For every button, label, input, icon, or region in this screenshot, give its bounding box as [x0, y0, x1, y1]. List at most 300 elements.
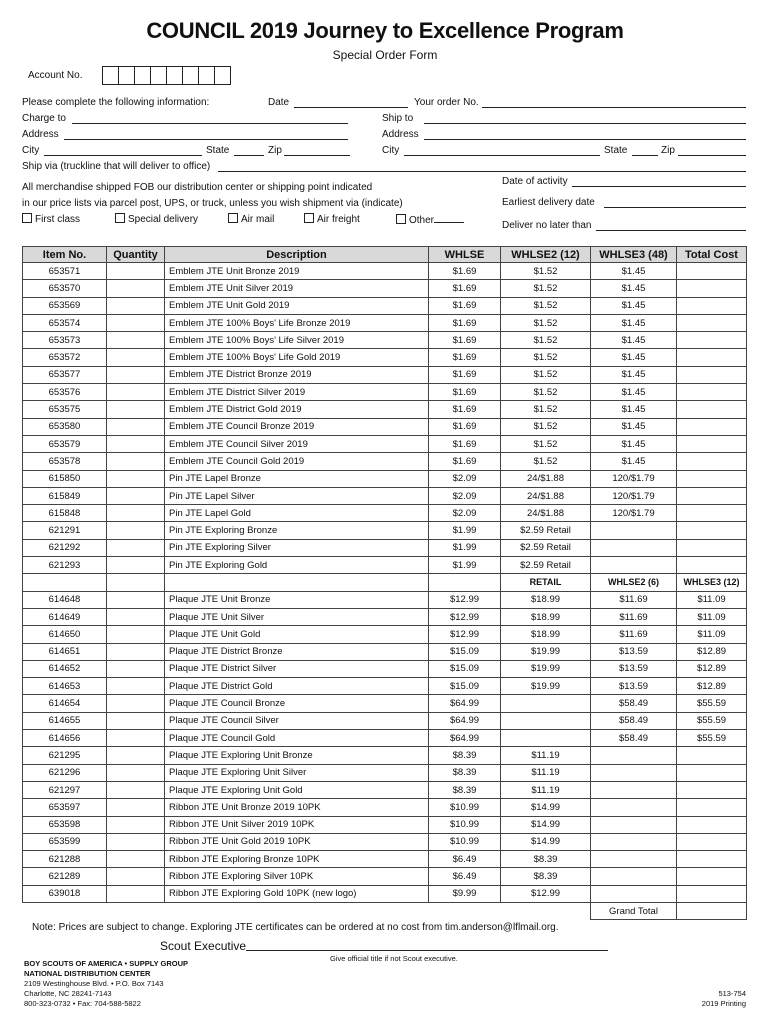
- ship-via-field[interactable]: [218, 160, 746, 172]
- table-row: [23, 384, 747, 401]
- table-row: [23, 816, 747, 833]
- whlse2-cell: $1.52: [501, 314, 591, 331]
- whlse2-cell: $2.59 Retail: [501, 539, 591, 556]
- item-no-cell: 615850: [23, 470, 107, 487]
- whlse3-cell: [591, 781, 677, 798]
- table-row: [23, 557, 747, 574]
- description-cell: Emblem JTE Unit Silver 2019: [165, 280, 429, 297]
- shipping-option-air-freight[interactable]: Air freight: [304, 213, 360, 225]
- total-cost-cell[interactable]: [677, 332, 747, 349]
- shipping-option-other[interactable]: Other: [396, 213, 464, 226]
- total-cost-cell[interactable]: [677, 505, 747, 522]
- whlse3-cell: [591, 557, 677, 574]
- whlse3-cell: [591, 522, 677, 539]
- total-cost-cell[interactable]: [677, 885, 747, 902]
- quantity-cell[interactable]: [107, 401, 165, 418]
- description-cell: Ribbon JTE Unit Gold 2019 10PK: [165, 833, 429, 850]
- total-cost-cell[interactable]: $11.09: [677, 591, 747, 608]
- quantity-cell[interactable]: [107, 418, 165, 435]
- total-cost-cell[interactable]: [677, 781, 747, 798]
- total-cost-cell[interactable]: [677, 280, 747, 297]
- address-field[interactable]: [64, 128, 348, 140]
- total-cost-cell[interactable]: [677, 833, 747, 850]
- whlse3-cell: [591, 833, 677, 850]
- table-row: [23, 730, 747, 747]
- total-cost-cell[interactable]: $11.09: [677, 626, 747, 643]
- description-cell: Ribbon JTE Exploring Silver 10PK: [165, 868, 429, 885]
- whlse-cell: $6.49: [429, 851, 501, 868]
- description-cell: Plaque JTE Council Gold: [165, 730, 429, 747]
- total-cost-cell[interactable]: WHLSE3 (12): [677, 574, 747, 591]
- city-field[interactable]: [44, 144, 202, 156]
- table-row: [23, 678, 747, 695]
- total-cost-cell[interactable]: [677, 557, 747, 574]
- total-cost-cell[interactable]: [677, 487, 747, 504]
- whlse-cell: $1.99: [429, 557, 501, 574]
- ship-city-field[interactable]: [404, 144, 600, 156]
- whlse2-cell: [501, 712, 591, 729]
- whlse-cell: $64.99: [429, 712, 501, 729]
- description-cell: Ribbon JTE Unit Bronze 2019 10PK: [165, 799, 429, 816]
- item-no-cell: 653571: [23, 263, 107, 280]
- total-cost-cell[interactable]: [677, 401, 747, 418]
- whlse3-cell: $1.45: [591, 280, 677, 297]
- total-cost-cell[interactable]: $12.89: [677, 660, 747, 677]
- ship-address-label: Address: [382, 129, 419, 140]
- whlse3-cell: $1.45: [591, 384, 677, 401]
- whlse-cell: $64.99: [429, 695, 501, 712]
- table-row: [23, 626, 747, 643]
- item-no-cell: 621289: [23, 868, 107, 885]
- shipping-option-special-delivery[interactable]: Special delivery: [115, 213, 198, 225]
- table-row: [23, 470, 747, 487]
- whlse-cell: $10.99: [429, 799, 501, 816]
- checkbox-icon[interactable]: [396, 214, 406, 224]
- quantity-cell[interactable]: [107, 487, 165, 504]
- description-cell: Plaque JTE District Silver: [165, 660, 429, 677]
- shipping-option-air-mail[interactable]: Air mail: [228, 213, 274, 225]
- description-cell: Emblem JTE District Gold 2019: [165, 401, 429, 418]
- date-of-activity-label: Date of activity: [502, 176, 568, 187]
- quantity-cell[interactable]: [107, 280, 165, 297]
- total-cost-cell[interactable]: [677, 263, 747, 280]
- total-cost-cell[interactable]: [677, 799, 747, 816]
- quantity-cell[interactable]: [107, 453, 165, 470]
- quantity-cell[interactable]: [107, 332, 165, 349]
- whlse2-cell: $19.99: [501, 678, 591, 695]
- table-row: [23, 332, 747, 349]
- page-subtitle: Special Order Form: [332, 48, 438, 62]
- org-phone: 800-323-0732 • Fax: 704-588-5822: [24, 999, 141, 1008]
- quantity-cell[interactable]: [107, 314, 165, 331]
- item-no-cell: 653599: [23, 833, 107, 850]
- checkbox-icon[interactable]: [115, 213, 125, 223]
- whlse2-cell: $1.52: [501, 366, 591, 383]
- instruction-text: Please complete the following information:: [22, 97, 210, 108]
- whlse3-cell: $13.59: [591, 678, 677, 695]
- quantity-cell[interactable]: [107, 885, 165, 902]
- description-cell: Plaque JTE Unit Gold: [165, 626, 429, 643]
- account-label: Account No.: [28, 70, 83, 81]
- whlse2-cell: $11.19: [501, 781, 591, 798]
- total-cost-cell[interactable]: [677, 470, 747, 487]
- whlse-cell: $8.39: [429, 781, 501, 798]
- whlse2-cell: $1.52: [501, 384, 591, 401]
- description-cell: Emblem JTE Council Bronze 2019: [165, 418, 429, 435]
- whlse-cell: $12.99: [429, 626, 501, 643]
- whlse-cell: $1.69: [429, 401, 501, 418]
- whlse2-cell: $1.52: [501, 263, 591, 280]
- org-address-1: 2109 Westinghouse Blvd. • P.O. Box 7143: [24, 979, 164, 988]
- item-no-cell: 615849: [23, 487, 107, 504]
- col-whlse: WHLSE: [429, 247, 501, 263]
- page-title: COUNCIL 2019 Journey to Excellence Program: [146, 18, 624, 43]
- whlse-cell: $1.69: [429, 314, 501, 331]
- quantity-cell[interactable]: [107, 349, 165, 366]
- state-field[interactable]: [234, 144, 264, 156]
- quantity-cell[interactable]: [107, 764, 165, 781]
- whlse2-cell: $18.99: [501, 626, 591, 643]
- quantity-cell[interactable]: [107, 712, 165, 729]
- whlse2-cell: $1.52: [501, 280, 591, 297]
- quantity-cell[interactable]: [107, 730, 165, 747]
- whlse2-cell: $12.99: [501, 885, 591, 902]
- description-cell: Plaque JTE District Bronze: [165, 643, 429, 660]
- date-of-activity-field[interactable]: [572, 175, 746, 187]
- quantity-cell[interactable]: [107, 608, 165, 625]
- item-no-cell: 653569: [23, 297, 107, 314]
- total-cost-cell[interactable]: [677, 868, 747, 885]
- org-line-2: NATIONAL DISTRIBUTION CENTER: [24, 969, 151, 978]
- whlse2-cell: RETAIL: [501, 574, 591, 591]
- whlse-cell: $15.09: [429, 643, 501, 660]
- whlse-cell: $1.99: [429, 522, 501, 539]
- item-no-cell: 614654: [23, 695, 107, 712]
- table-row: [23, 608, 747, 625]
- description-cell: Ribbon JTE Exploring Bronze 10PK: [165, 851, 429, 868]
- whlse2-cell: 24/$1.88: [501, 487, 591, 504]
- your-order-label: Your order No.: [414, 97, 479, 108]
- item-no-cell: 653574: [23, 314, 107, 331]
- quantity-cell[interactable]: [107, 678, 165, 695]
- quantity-cell[interactable]: [107, 384, 165, 401]
- quantity-cell[interactable]: [107, 626, 165, 643]
- quantity-cell[interactable]: [107, 470, 165, 487]
- whlse-cell: $1.69: [429, 418, 501, 435]
- table-row: [23, 297, 747, 314]
- whlse3-cell: $11.69: [591, 591, 677, 608]
- quantity-cell[interactable]: [107, 557, 165, 574]
- table-row: [23, 885, 747, 902]
- quantity-cell[interactable]: [107, 505, 165, 522]
- whlse2-cell: $8.39: [501, 868, 591, 885]
- col-total-cost: Total Cost: [677, 247, 747, 263]
- whlse2-cell: 24/$1.88: [501, 505, 591, 522]
- ship-address-field[interactable]: [424, 128, 746, 140]
- ship-via-label: Ship via (truckline that will deliver to office): [22, 161, 211, 172]
- price-note: Note: Prices are subject to change. Exploring JTE certificates can be ordered at no cost from tim.anderson@lflmail.org.: [32, 922, 559, 933]
- whlse3-cell: [591, 764, 677, 781]
- total-cost-cell[interactable]: [677, 297, 747, 314]
- total-cost-cell[interactable]: [677, 851, 747, 868]
- quantity-cell[interactable]: [107, 695, 165, 712]
- fob-line-2: in our price lists via parcel post, UPS, or truck, unless you wish shipment via (indicate): [22, 198, 403, 209]
- quantity-cell[interactable]: [107, 851, 165, 868]
- whlse2-cell: $1.52: [501, 435, 591, 452]
- form-number: 513-754: [718, 989, 746, 998]
- whlse-cell: $12.99: [429, 608, 501, 625]
- description-cell: Pin JTE Lapel Silver: [165, 487, 429, 504]
- quantity-cell[interactable]: [107, 799, 165, 816]
- col-item-no: Item No.: [23, 247, 107, 263]
- whlse3-cell: $58.49: [591, 730, 677, 747]
- description-cell: Emblem JTE District Silver 2019: [165, 384, 429, 401]
- org-address-2: Charlotte, NC 28241-7143: [24, 989, 112, 998]
- earliest-delivery-label: Earliest delivery date: [502, 197, 595, 208]
- earliest-delivery-field[interactable]: [604, 196, 746, 208]
- total-cost-cell[interactable]: [677, 349, 747, 366]
- item-no-cell: 621297: [23, 781, 107, 798]
- item-no-cell: 621293: [23, 557, 107, 574]
- description-cell: Pin JTE Exploring Gold: [165, 557, 429, 574]
- whlse3-cell: $11.69: [591, 626, 677, 643]
- whlse2-cell: $18.99: [501, 608, 591, 625]
- whlse2-cell: $1.52: [501, 297, 591, 314]
- official-title-note: Give official title if not Scout executive.: [330, 954, 458, 963]
- quantity-cell[interactable]: [107, 781, 165, 798]
- quantity-cell[interactable]: [107, 539, 165, 556]
- description-cell: Emblem JTE 100% Boys' Life Gold 2019: [165, 349, 429, 366]
- whlse3-cell: $1.45: [591, 297, 677, 314]
- total-cost-cell[interactable]: $12.89: [677, 643, 747, 660]
- checkbox-icon[interactable]: [228, 213, 238, 223]
- whlse-cell: $12.99: [429, 591, 501, 608]
- table-row: [23, 781, 747, 798]
- whlse3-cell: [591, 885, 677, 902]
- zip-field[interactable]: [284, 144, 350, 156]
- whlse-cell: $2.09: [429, 505, 501, 522]
- item-no-cell: 614649: [23, 608, 107, 625]
- zip-label: Zip: [268, 145, 282, 156]
- total-cost-cell[interactable]: [677, 418, 747, 435]
- whlse3-cell: $1.45: [591, 349, 677, 366]
- whlse-cell: $6.49: [429, 868, 501, 885]
- total-cost-cell[interactable]: $55.59: [677, 730, 747, 747]
- quantity-cell[interactable]: [107, 660, 165, 677]
- table-row: [23, 868, 747, 885]
- table-row: [23, 747, 747, 764]
- table-row: [23, 263, 747, 280]
- whlse3-cell: $1.45: [591, 453, 677, 470]
- whlse2-cell: [501, 730, 591, 747]
- whlse-cell: $1.69: [429, 280, 501, 297]
- col-whlse3: WHLSE3 (48): [591, 247, 677, 263]
- item-no-cell: 621291: [23, 522, 107, 539]
- scout-executive-field[interactable]: [246, 939, 608, 951]
- whlse-cell: $8.39: [429, 747, 501, 764]
- ship-city-label: City: [382, 145, 400, 156]
- whlse-cell: $1.69: [429, 366, 501, 383]
- description-cell: Emblem JTE Unit Bronze 2019: [165, 263, 429, 280]
- whlse-cell: $10.99: [429, 816, 501, 833]
- whlse3-cell: $1.45: [591, 263, 677, 280]
- whlse2-cell: $8.39: [501, 851, 591, 868]
- ship-to-label: Ship to: [382, 113, 414, 124]
- whlse-cell: $15.09: [429, 678, 501, 695]
- whlse3-cell: $1.45: [591, 366, 677, 383]
- total-cost-cell[interactable]: $55.59: [677, 712, 747, 729]
- description-cell: Plaque JTE Exploring Unit Gold: [165, 781, 429, 798]
- printing-year: 2019 Printing: [701, 999, 746, 1008]
- whlse2-cell: $19.99: [501, 660, 591, 677]
- description-cell: Plaque JTE Unit Bronze: [165, 591, 429, 608]
- quantity-cell[interactable]: [107, 868, 165, 885]
- charge-to-field[interactable]: [72, 112, 348, 124]
- whlse-cell: $1.69: [429, 349, 501, 366]
- description-cell: Plaque JTE Council Silver: [165, 712, 429, 729]
- quantity-cell[interactable]: [107, 297, 165, 314]
- whlse-cell: $2.09: [429, 470, 501, 487]
- whlse3-cell: [591, 868, 677, 885]
- table-row: [23, 833, 747, 850]
- total-cost-cell[interactable]: $12.89: [677, 678, 747, 695]
- date-label: Date: [268, 97, 290, 108]
- whlse2-cell: $1.52: [501, 349, 591, 366]
- order-table: [22, 246, 747, 920]
- whlse2-cell: 24/$1.88: [501, 470, 591, 487]
- total-cost-cell[interactable]: [677, 366, 747, 383]
- quantity-cell[interactable]: [107, 435, 165, 452]
- whlse2-cell: $11.19: [501, 747, 591, 764]
- deliver-no-later-label: Deliver no later than: [502, 220, 592, 231]
- quantity-cell[interactable]: [107, 263, 165, 280]
- total-cost-cell[interactable]: $11.09: [677, 608, 747, 625]
- table-row: [23, 574, 747, 591]
- ship-zip-label: Zip: [661, 145, 675, 156]
- quantity-cell[interactable]: [107, 366, 165, 383]
- description-cell: Emblem JTE Council Silver 2019: [165, 435, 429, 452]
- whlse2-cell: $14.99: [501, 816, 591, 833]
- quantity-cell[interactable]: [107, 574, 165, 591]
- table-row: [23, 349, 747, 366]
- city-label: City: [22, 145, 40, 156]
- state-label: State: [206, 145, 230, 156]
- quantity-cell[interactable]: [107, 522, 165, 539]
- item-no-cell: 653570: [23, 280, 107, 297]
- total-cost-cell[interactable]: [677, 314, 747, 331]
- item-no-cell: 653576: [23, 384, 107, 401]
- quantity-cell[interactable]: [107, 643, 165, 660]
- whlse2-cell: $14.99: [501, 833, 591, 850]
- whlse3-cell: $58.49: [591, 695, 677, 712]
- whlse-cell: [429, 574, 501, 591]
- description-cell: Plaque JTE Unit Silver: [165, 608, 429, 625]
- deliver-no-later-field[interactable]: [596, 219, 746, 231]
- whlse-cell: $1.69: [429, 453, 501, 470]
- table-row: [23, 643, 747, 660]
- description-cell: Pin JTE Exploring Silver: [165, 539, 429, 556]
- item-no-cell: 615848: [23, 505, 107, 522]
- total-cost-cell[interactable]: [677, 764, 747, 781]
- quantity-cell[interactable]: [107, 747, 165, 764]
- quantity-cell[interactable]: [107, 816, 165, 833]
- total-cost-cell[interactable]: [677, 384, 747, 401]
- item-no-cell: 621288: [23, 851, 107, 868]
- item-no-cell: 614651: [23, 643, 107, 660]
- ship-zip-field[interactable]: [678, 144, 746, 156]
- whlse3-cell: [591, 851, 677, 868]
- item-no-cell: 614650: [23, 626, 107, 643]
- item-no-cell: 621295: [23, 747, 107, 764]
- whlse-cell: $1.69: [429, 435, 501, 452]
- item-no-cell: 653579: [23, 435, 107, 452]
- description-cell: Plaque JTE Exploring Unit Bronze: [165, 747, 429, 764]
- whlse-cell: $1.69: [429, 297, 501, 314]
- charge-to-label: Charge to: [22, 113, 66, 124]
- date-field[interactable]: [294, 96, 408, 108]
- checkbox-icon[interactable]: [22, 213, 32, 223]
- total-cost-cell[interactable]: [677, 435, 747, 452]
- table-row: [23, 487, 747, 504]
- whlse-cell: $9.99: [429, 885, 501, 902]
- shipping-option-first-class[interactable]: First class: [22, 213, 80, 225]
- whlse-cell: $8.39: [429, 764, 501, 781]
- whlse3-cell: 120/$1.79: [591, 505, 677, 522]
- description-cell: Emblem JTE 100% Boys' Life Silver 2019: [165, 332, 429, 349]
- description-cell: Emblem JTE Council Gold 2019: [165, 453, 429, 470]
- whlse3-cell: WHLSE2 (6): [591, 574, 677, 591]
- whlse3-cell: 120/$1.79: [591, 470, 677, 487]
- whlse3-cell: [591, 816, 677, 833]
- table-row: [23, 418, 747, 435]
- whlse-cell: $1.69: [429, 332, 501, 349]
- whlse2-cell: $1.52: [501, 332, 591, 349]
- item-no-cell: 653580: [23, 418, 107, 435]
- table-row: [23, 591, 747, 608]
- whlse2-cell: $11.19: [501, 764, 591, 781]
- description-cell: Pin JTE Lapel Gold: [165, 505, 429, 522]
- total-cost-cell[interactable]: [677, 453, 747, 470]
- grand-total-field[interactable]: [677, 902, 747, 919]
- item-no-cell: 653578: [23, 453, 107, 470]
- description-cell: [165, 574, 429, 591]
- total-cost-cell[interactable]: [677, 522, 747, 539]
- checkbox-icon[interactable]: [304, 213, 314, 223]
- order-number-field[interactable]: [482, 96, 746, 108]
- quantity-cell[interactable]: [107, 591, 165, 608]
- item-no-cell: 653575: [23, 401, 107, 418]
- whlse2-cell: $1.52: [501, 418, 591, 435]
- quantity-cell[interactable]: [107, 833, 165, 850]
- table-row: [23, 435, 747, 452]
- table-row: [23, 660, 747, 677]
- total-cost-cell[interactable]: [677, 539, 747, 556]
- item-no-cell: 653598: [23, 816, 107, 833]
- total-cost-cell[interactable]: [677, 816, 747, 833]
- description-cell: Pin JTE Lapel Bronze: [165, 470, 429, 487]
- ship-to-field[interactable]: [424, 112, 746, 124]
- ship-state-field[interactable]: [632, 144, 658, 156]
- total-cost-cell[interactable]: [677, 747, 747, 764]
- table-row: [23, 401, 747, 418]
- whlse3-cell: [591, 539, 677, 556]
- account-number-boxes[interactable]: [102, 66, 230, 85]
- total-cost-cell[interactable]: $55.59: [677, 695, 747, 712]
- col-description: Description: [165, 247, 429, 263]
- item-no-cell: 614656: [23, 730, 107, 747]
- whlse3-cell: $1.45: [591, 401, 677, 418]
- whlse3-cell: $1.45: [591, 314, 677, 331]
